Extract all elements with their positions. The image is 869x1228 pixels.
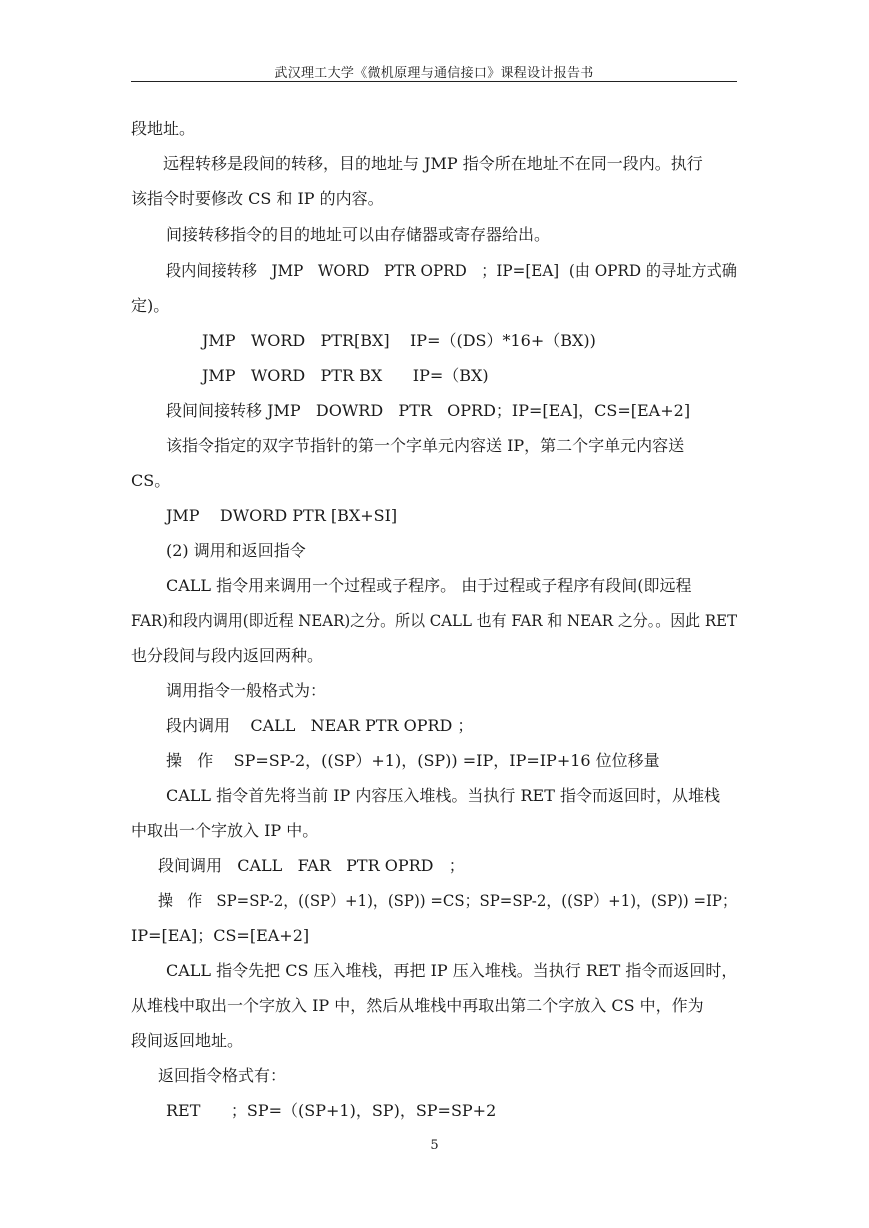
text-line: 该指令时要修改 CS 和 IP 的内容。 (131, 189, 384, 208)
text-line: 段内间接转移 JMP WORD PTR OPRD ；IP=[EA] (由 OPRD 的寻址方式确 (166, 261, 737, 280)
text-line: CALL 指令先把 CS 压入堆栈，再把 IP 压入堆栈。当执行 RET 指令而返回时， (166, 961, 738, 980)
text-line: IP=[EA]；CS=[EA+2] (131, 926, 310, 945)
text-line: JMP WORD PTR BX IP=（BX) (202, 366, 489, 385)
text-line: CALL 指令用来调用一个过程或子程序。 由于过程或子程序有段间(即远程 (166, 576, 692, 595)
page-number: 5 (430, 1138, 439, 1153)
text-line: CS。 (131, 471, 171, 490)
section-heading: (2) 调用和返回指令 (166, 541, 306, 560)
text-line: 段间返回地址。 (131, 1031, 244, 1050)
page-header-title: 武汉理工大学《微机原理与通信接口》课程设计报告书 (274, 66, 594, 81)
text-line: 段地址。 (131, 119, 196, 138)
text-line: 段内调用 CALL NEAR PTR OPRD ； (166, 716, 474, 735)
text-line: 定)。 (131, 296, 170, 315)
text-line: 段间调用 CALL FAR PTR OPRD ； (158, 856, 465, 875)
text-line: 间接转移指令的目的地址可以由存储器或寄存器给出。 (166, 225, 551, 244)
text-line: 该指令指定的双字节指针的第一个字单元内容送 IP，第二个字单元内容送 (166, 436, 685, 455)
text-line: 中取出一个字放入 IP 中。 (131, 821, 319, 840)
text-line: RET ；SP=（(SP+1)，SP)，SP=SP+2 (166, 1101, 497, 1120)
text-line: 从堆栈中取出一个字放入 IP 中，然后从堆栈中再取出第二个字放入 CS 中，作为 (131, 996, 704, 1015)
text-line: 返回指令格式有： (158, 1066, 287, 1085)
text-line: 调用指令一般格式为： (166, 681, 327, 700)
text-line: 操 作 SP=SP-2，((SP）+1)，(SP)) =CS；SP=SP-2，((SP）+1)，(SP)) =IP； (158, 891, 737, 910)
text-line: 也分段间与段内返回两种。 (131, 646, 324, 665)
text-line: CALL 指令首先将当前 IP 内容压入堆栈。当执行 RET 指令而返回时，从堆栈 (166, 786, 720, 805)
text-line: 远程转移是段间的转移，目的地址与 JMP 指令所在地址不在同一段内。执行 (163, 154, 703, 173)
text-line: JMP DWORD PTR [BX+SI] (166, 506, 398, 525)
text-line: 段间间接转移 JMP DOWRD PTR OPRD；IP=[EA]，CS=[EA+2] (166, 401, 691, 420)
text-line: 操 作 SP=SP-2，((SP）+1)，(SP)) =IP，IP=IP+16 位位移量 (166, 751, 660, 770)
text-line: JMP WORD PTR[BX] IP=（(DS）*16+（BX)) (202, 331, 596, 350)
header-divider (131, 81, 737, 82)
text-line: FAR)和段内调用(即近程 NEAR)之分。所以 CALL 也有 FAR 和 NEAR 之分。。因此 RET (131, 611, 738, 630)
